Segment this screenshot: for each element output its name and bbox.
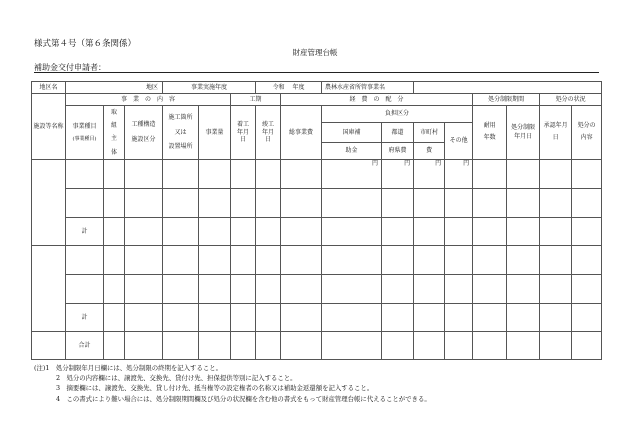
cell[interactable] <box>572 331 602 359</box>
area-label: 地区 <box>145 83 158 91</box>
start-date-header <box>231 106 256 160</box>
cell[interactable] <box>445 217 473 245</box>
cell[interactable] <box>322 331 382 359</box>
burden-header: 負担区分 <box>322 106 473 123</box>
header-row-area <box>32 82 602 94</box>
cell[interactable] <box>256 245 281 274</box>
cell[interactable] <box>163 188 199 217</box>
note-number: 2 <box>56 374 61 383</box>
note-line-1 <box>34 363 431 373</box>
other-header: その他 <box>445 123 473 160</box>
cell[interactable] <box>281 245 322 274</box>
cell[interactable] <box>256 331 281 359</box>
completion-date-text: 竣工年月日 <box>262 121 275 144</box>
cell[interactable] <box>322 217 382 245</box>
table-row <box>32 159 602 188</box>
subtotal-label: 計 <box>66 217 104 245</box>
completion-date-header <box>256 106 281 160</box>
disposal-period-header: 処分制限期間 <box>473 94 540 106</box>
cell[interactable] <box>473 274 507 303</box>
cell[interactable] <box>382 217 414 245</box>
cell[interactable] <box>231 331 256 359</box>
cell[interactable] <box>281 303 322 331</box>
cell[interactable] <box>66 159 104 188</box>
cell[interactable] <box>507 188 540 217</box>
cell[interactable] <box>540 303 572 331</box>
property-ledger-table <box>31 81 602 360</box>
cell[interactable] <box>231 274 256 303</box>
disposal-status-header: 処分の状況 <box>540 94 602 106</box>
municipality-header: 市町村 <box>414 123 445 143</box>
cell[interactable] <box>66 245 104 274</box>
cell[interactable] <box>414 217 445 245</box>
cell[interactable] <box>572 159 602 188</box>
cell[interactable] <box>445 274 473 303</box>
construction-type-text-1: 工種構造 <box>131 121 156 129</box>
cell[interactable] <box>473 159 507 188</box>
cell[interactable] <box>414 188 445 217</box>
project-content-header: 事 業 の 内 容 <box>66 94 231 106</box>
cell[interactable] <box>540 331 572 359</box>
grand-total-blank <box>32 331 66 359</box>
cost-breakdown-header: 経 費 の 配 分 <box>281 94 473 106</box>
cell[interactable] <box>445 331 473 359</box>
cell[interactable] <box>231 159 256 188</box>
note-text: 処分の内容欄には、譲渡先、交換先、貸付け先、担保提供等別に記入すること。 <box>66 374 297 383</box>
note-text: 処分制限年月日欄には、処分制限の終期を記入すること。 <box>55 364 223 372</box>
cell[interactable] <box>445 245 473 274</box>
cell[interactable] <box>382 188 414 217</box>
cell[interactable] <box>473 188 507 217</box>
cell[interactable] <box>199 159 231 188</box>
note-line-3 <box>34 383 431 393</box>
cell[interactable] <box>382 245 414 274</box>
note-line-4 <box>34 394 431 404</box>
cell[interactable] <box>281 188 322 217</box>
note-line-2 <box>34 373 431 383</box>
fiscal-year-label: 事業実施年度 <box>163 82 256 94</box>
cell[interactable] <box>572 188 602 217</box>
cell[interactable] <box>125 245 163 274</box>
cell[interactable] <box>66 274 104 303</box>
total-cost-header: 総事業費 <box>281 106 322 160</box>
cell[interactable] <box>382 274 414 303</box>
cell[interactable] <box>104 303 125 331</box>
cell[interactable] <box>540 188 572 217</box>
office-value[interactable] <box>414 82 602 94</box>
cell[interactable] <box>322 188 382 217</box>
cell[interactable] <box>163 159 199 188</box>
cell[interactable] <box>281 331 322 359</box>
construction-type-header <box>125 106 163 160</box>
cell[interactable] <box>199 331 231 359</box>
cell[interactable] <box>540 274 572 303</box>
prefecture-header: 都道 <box>382 123 414 143</box>
location-header <box>163 106 199 160</box>
subtotal-row <box>32 303 602 331</box>
project-type-text: 事業種目 <box>72 122 97 130</box>
cell[interactable] <box>473 331 507 359</box>
form-label: 様式第４号（第６条関係） <box>34 39 137 49</box>
notes-prefix: (注) <box>34 364 46 372</box>
cell[interactable] <box>163 303 199 331</box>
cell[interactable] <box>125 274 163 303</box>
cell[interactable] <box>66 188 104 217</box>
main-body-header <box>104 106 125 160</box>
cell[interactable] <box>507 303 540 331</box>
main-body-text: 取組主体 <box>110 109 117 156</box>
cell[interactable] <box>199 274 231 303</box>
cell[interactable] <box>163 245 199 274</box>
fiscal-year-value[interactable]: 令和 年度 <box>256 82 322 94</box>
subtotal-label: 計 <box>66 303 104 331</box>
cell[interactable] <box>163 274 199 303</box>
cell[interactable] <box>281 217 322 245</box>
cell[interactable] <box>382 331 414 359</box>
cell[interactable] <box>104 159 125 188</box>
cell[interactable] <box>414 331 445 359</box>
start-date-text: 着工年月日 <box>237 121 250 144</box>
yen-national[interactable]: 円 <box>322 159 382 188</box>
durable-years-header <box>473 106 507 160</box>
cell[interactable] <box>473 217 507 245</box>
cell[interactable] <box>199 245 231 274</box>
cell[interactable] <box>199 303 231 331</box>
grand-total-row <box>32 331 602 359</box>
prefecture-header-2: 府県費 <box>382 142 414 159</box>
limit-date-text: 処分制限年月日 <box>511 123 536 141</box>
project-type-note: (事業種目) <box>72 136 97 142</box>
area-name-value[interactable] <box>66 82 163 94</box>
location-text-2: 又は <box>174 128 187 136</box>
cell[interactable] <box>281 274 322 303</box>
note-text: 摘要欄には、譲渡先、交換先、貸し付け先、抵当権等の設定権者の名称又は補助金返還額を記入すること。 <box>66 384 374 393</box>
cell[interactable] <box>507 245 540 274</box>
cell[interactable] <box>507 274 540 303</box>
grand-total-label: 合計 <box>66 331 104 359</box>
cell[interactable] <box>163 331 199 359</box>
form-title: 財産管理台帳 <box>292 48 338 57</box>
header-row-groups <box>32 94 602 106</box>
cell[interactable] <box>256 188 281 217</box>
national-subsidy-header: 国庫補 <box>322 123 382 143</box>
period-header: 工期 <box>231 94 281 106</box>
cell[interactable] <box>256 274 281 303</box>
cell[interactable] <box>281 159 322 188</box>
construction-type-text-2: 施設区分 <box>131 135 156 143</box>
notes-section <box>34 363 431 404</box>
cell[interactable] <box>445 303 473 331</box>
facility-name-cell[interactable] <box>32 245 66 331</box>
yen-prefecture[interactable]: 円 <box>382 159 414 188</box>
cell[interactable] <box>572 274 602 303</box>
limit-date-header <box>507 106 540 160</box>
cell[interactable] <box>199 217 231 245</box>
cell[interactable] <box>473 303 507 331</box>
cell[interactable] <box>104 245 125 274</box>
facility-name-header: 施設等名称 <box>32 94 66 160</box>
cell[interactable] <box>125 159 163 188</box>
location-text-1: 施工箇所 <box>168 114 193 122</box>
cell[interactable] <box>540 217 572 245</box>
approval-date-header <box>540 106 572 160</box>
cell[interactable] <box>322 245 382 274</box>
cell[interactable] <box>125 331 163 359</box>
cell[interactable] <box>382 303 414 331</box>
cell[interactable] <box>445 188 473 217</box>
cell[interactable] <box>414 303 445 331</box>
cell[interactable] <box>199 188 231 217</box>
cell[interactable] <box>104 331 125 359</box>
cell[interactable] <box>414 245 445 274</box>
cell[interactable] <box>256 217 281 245</box>
cell[interactable] <box>414 274 445 303</box>
cell[interactable] <box>231 217 256 245</box>
cell[interactable] <box>104 188 125 217</box>
note-number: 1 <box>45 364 50 372</box>
cell[interactable] <box>507 331 540 359</box>
cell[interactable] <box>507 159 540 188</box>
cell[interactable] <box>256 159 281 188</box>
cell[interactable] <box>125 303 163 331</box>
cell[interactable] <box>231 188 256 217</box>
cell[interactable] <box>572 217 602 245</box>
cell[interactable] <box>104 217 125 245</box>
cell[interactable] <box>322 303 382 331</box>
cell[interactable] <box>473 245 507 274</box>
table-row <box>32 245 602 274</box>
note-number: 3 <box>56 384 61 393</box>
area-name-label: 地区名 <box>32 82 66 94</box>
cell[interactable] <box>231 303 256 331</box>
cell[interactable] <box>163 217 199 245</box>
yen-other[interactable]: 円 <box>445 159 473 188</box>
applicant-underline <box>34 72 599 73</box>
note-number: 4 <box>56 394 61 403</box>
project-type-header <box>66 106 104 160</box>
national-subsidy-header-2: 助金 <box>322 142 382 159</box>
municipality-header-2: 費 <box>414 142 445 159</box>
note-text: この書式により難い場合には、処分制限期間欄及び処分の状況欄を含む他の書式をもって財産管理台帳に代えることができる。 <box>66 394 431 403</box>
cell[interactable] <box>125 188 163 217</box>
approval-date-text: 承認年月日 <box>543 122 568 142</box>
cell[interactable] <box>104 274 125 303</box>
disposal-content-header <box>572 106 602 160</box>
cell[interactable] <box>125 217 163 245</box>
durable-years-text: 耐用年数 <box>483 122 496 142</box>
location-text-3: 設置場所 <box>168 143 193 151</box>
cell[interactable] <box>540 245 572 274</box>
yen-municipality[interactable]: 円 <box>414 159 445 188</box>
office-label: 農林水産省所管事業名 <box>322 82 414 94</box>
cell[interactable] <box>572 245 602 274</box>
cell[interactable] <box>256 303 281 331</box>
table-row <box>32 274 602 303</box>
header-row-sub1 <box>32 106 602 123</box>
table-row <box>32 188 602 217</box>
cell[interactable] <box>322 274 382 303</box>
cell[interactable] <box>507 217 540 245</box>
cell[interactable] <box>572 303 602 331</box>
subtotal-row <box>32 217 602 245</box>
disposal-content-text: 処分の内容 <box>577 122 596 142</box>
applicant-label: 補助金交付申請者： <box>34 63 106 72</box>
cell[interactable] <box>231 245 256 274</box>
cell[interactable] <box>540 159 572 188</box>
amount-header: 事業量 <box>199 106 231 160</box>
facility-name-cell[interactable] <box>32 159 66 245</box>
